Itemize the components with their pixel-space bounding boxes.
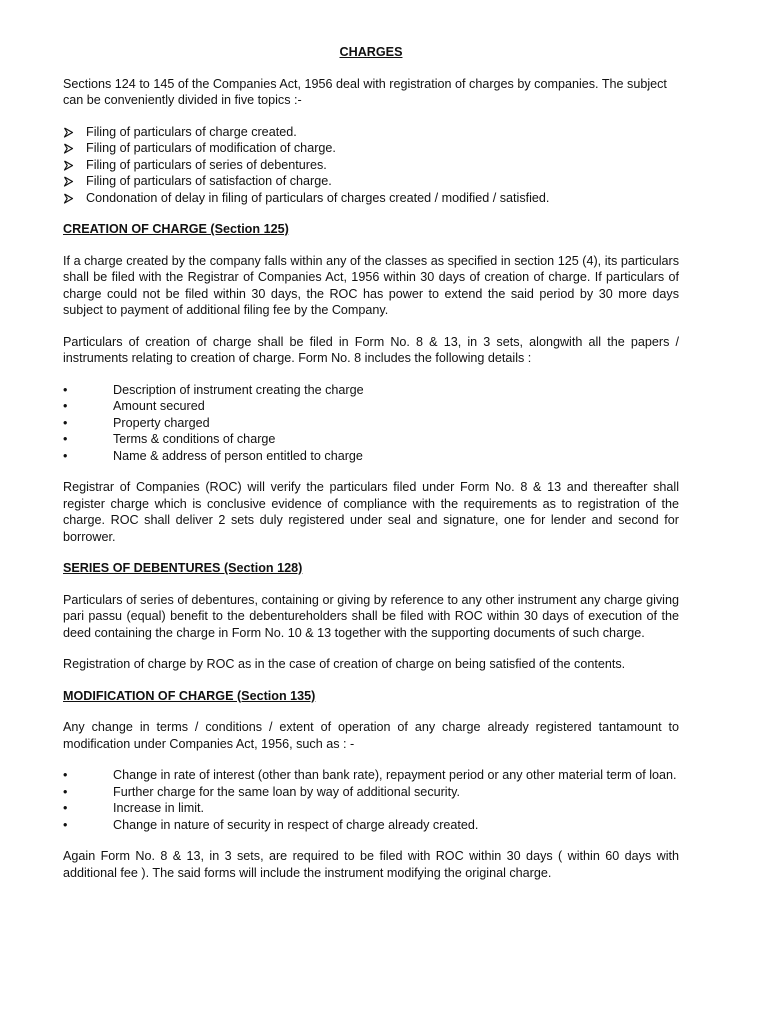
detail-text: Description of instrument creating the charge <box>113 382 364 397</box>
bullet-dot: • <box>63 817 68 832</box>
series-paragraph-1: Particulars of series of debentures, containing or giving by reference to any other instrument any charge giving pari passu (equal) benefit to the debentureholders shall be filed with ROC within 30 days of execution of the deed containing the charge in Form No. 10 & 13 together with the supporting documents of such charge. <box>63 592 679 640</box>
bullet-dot: • <box>63 448 68 463</box>
modification-text: Further charge for the same loan by way of additional security. <box>113 784 460 799</box>
topic-item <box>63 173 679 190</box>
form8-details-list <box>63 382 679 465</box>
bullet-dot: • <box>63 399 68 413</box>
detail-item <box>63 382 679 399</box>
modification-item <box>63 800 679 817</box>
topic-text: Filing of particulars of modification of charge. <box>86 141 336 155</box>
detail-item <box>63 415 679 432</box>
creation-paragraph-3: Registrar of Companies (ROC) will verify the particulars filed under Form No. 8 & 13 and thereafter shall register charge which is conclusive evidence of compliance with the requirements as to registration of the charge. ROC shall deliver 2 sets duly registered under seal and signature, one for lender and second for borrower. <box>63 480 679 544</box>
topics-list <box>63 124 679 207</box>
creation-paragraph-1: If a charge created by the company falls within any of the classes as specified in section 125 (4), its particulars shall be filed with the Registrar of Companies Act, 1956 within 30 days of creation of charge. If particulars of charge could not be filed within 30 days, the ROC has power to extend the said period by 30 more days subject to payment of additional filing fee by the Company. <box>63 253 679 317</box>
modification-text: Change in nature of security in respect of charge already created. <box>113 817 479 832</box>
modification-text: Increase in limit. <box>113 801 204 815</box>
series-heading: SERIES OF DEBENTURES (Section 128) <box>63 561 303 575</box>
topic-text: Filing of particulars of series of debentures. <box>86 157 327 172</box>
detail-text: Name & address of person entitled to charge <box>113 448 363 463</box>
detail-item <box>63 448 679 465</box>
arrow-bullet-icon <box>63 124 79 138</box>
modification-text: Change in rate of interest (other than bank rate), repayment period or any other material term of loan. <box>113 768 677 782</box>
arrow-bullet-icon <box>63 140 79 154</box>
arrow-bullet-icon <box>63 173 79 187</box>
intro-paragraph: Sections 124 to 145 of the Companies Act, 1956 deal with registration of charges by companies. The subject can be conveniently divided in five topics :- <box>63 76 667 107</box>
series-paragraph-2: Registration of charge by ROC as in the case of creation of charge on being satisfied of the contents. <box>63 657 626 671</box>
detail-text: Property charged <box>113 415 210 430</box>
topic-item <box>63 157 679 174</box>
modification-item <box>63 784 679 801</box>
modification-paragraph-1: Any change in terms / conditions / extent of operation of any charge already registered tantamount to modification under Companies Act, 1956, such as : - <box>63 720 679 751</box>
topic-item <box>63 140 679 157</box>
page-title: CHARGES <box>339 45 403 59</box>
detail-text: Amount secured <box>113 399 205 413</box>
creation-heading: CREATION OF CHARGE (Section 125) <box>63 222 289 236</box>
bullet-dot: • <box>63 415 68 430</box>
modification-paragraph-2: Again Form No. 8 & 13, in 3 sets, are required to be filed with ROC within 30 days ( within 60 days with additional fee ). The said forms will include the instrument modifying the original charge. <box>63 849 679 880</box>
arrow-bullet-icon <box>63 157 79 171</box>
detail-item <box>63 398 679 415</box>
topic-text: Filing of particulars of charge created. <box>86 124 297 139</box>
bullet-dot: • <box>63 801 68 815</box>
creation-paragraph-2: Particulars of creation of charge shall be filed in Form No. 8 & 13, in 3 sets, alongwith all the papers / instruments relating to creation of charge. Form No. 8 includes the following details : <box>63 334 679 365</box>
bullet-dot: • <box>63 432 68 446</box>
bullet-dot: • <box>63 784 68 799</box>
topic-text: Condonation of delay in filing of particulars of charges created / modified / satisfied. <box>86 190 550 205</box>
modification-list <box>63 767 679 833</box>
bullet-dot: • <box>63 768 68 782</box>
modification-item <box>63 817 679 834</box>
arrow-bullet-icon <box>63 190 79 204</box>
topic-text: Filing of particulars of satisfaction of charge. <box>86 174 332 188</box>
bullet-dot: • <box>63 382 68 397</box>
detail-text: Terms & conditions of charge <box>113 432 276 446</box>
topic-item <box>63 190 679 207</box>
topic-item <box>63 124 679 141</box>
modification-item <box>63 767 679 784</box>
modification-heading: MODIFICATION OF CHARGE (Section 135) <box>63 688 316 703</box>
detail-item <box>63 431 679 448</box>
document-page <box>63 44 679 896</box>
